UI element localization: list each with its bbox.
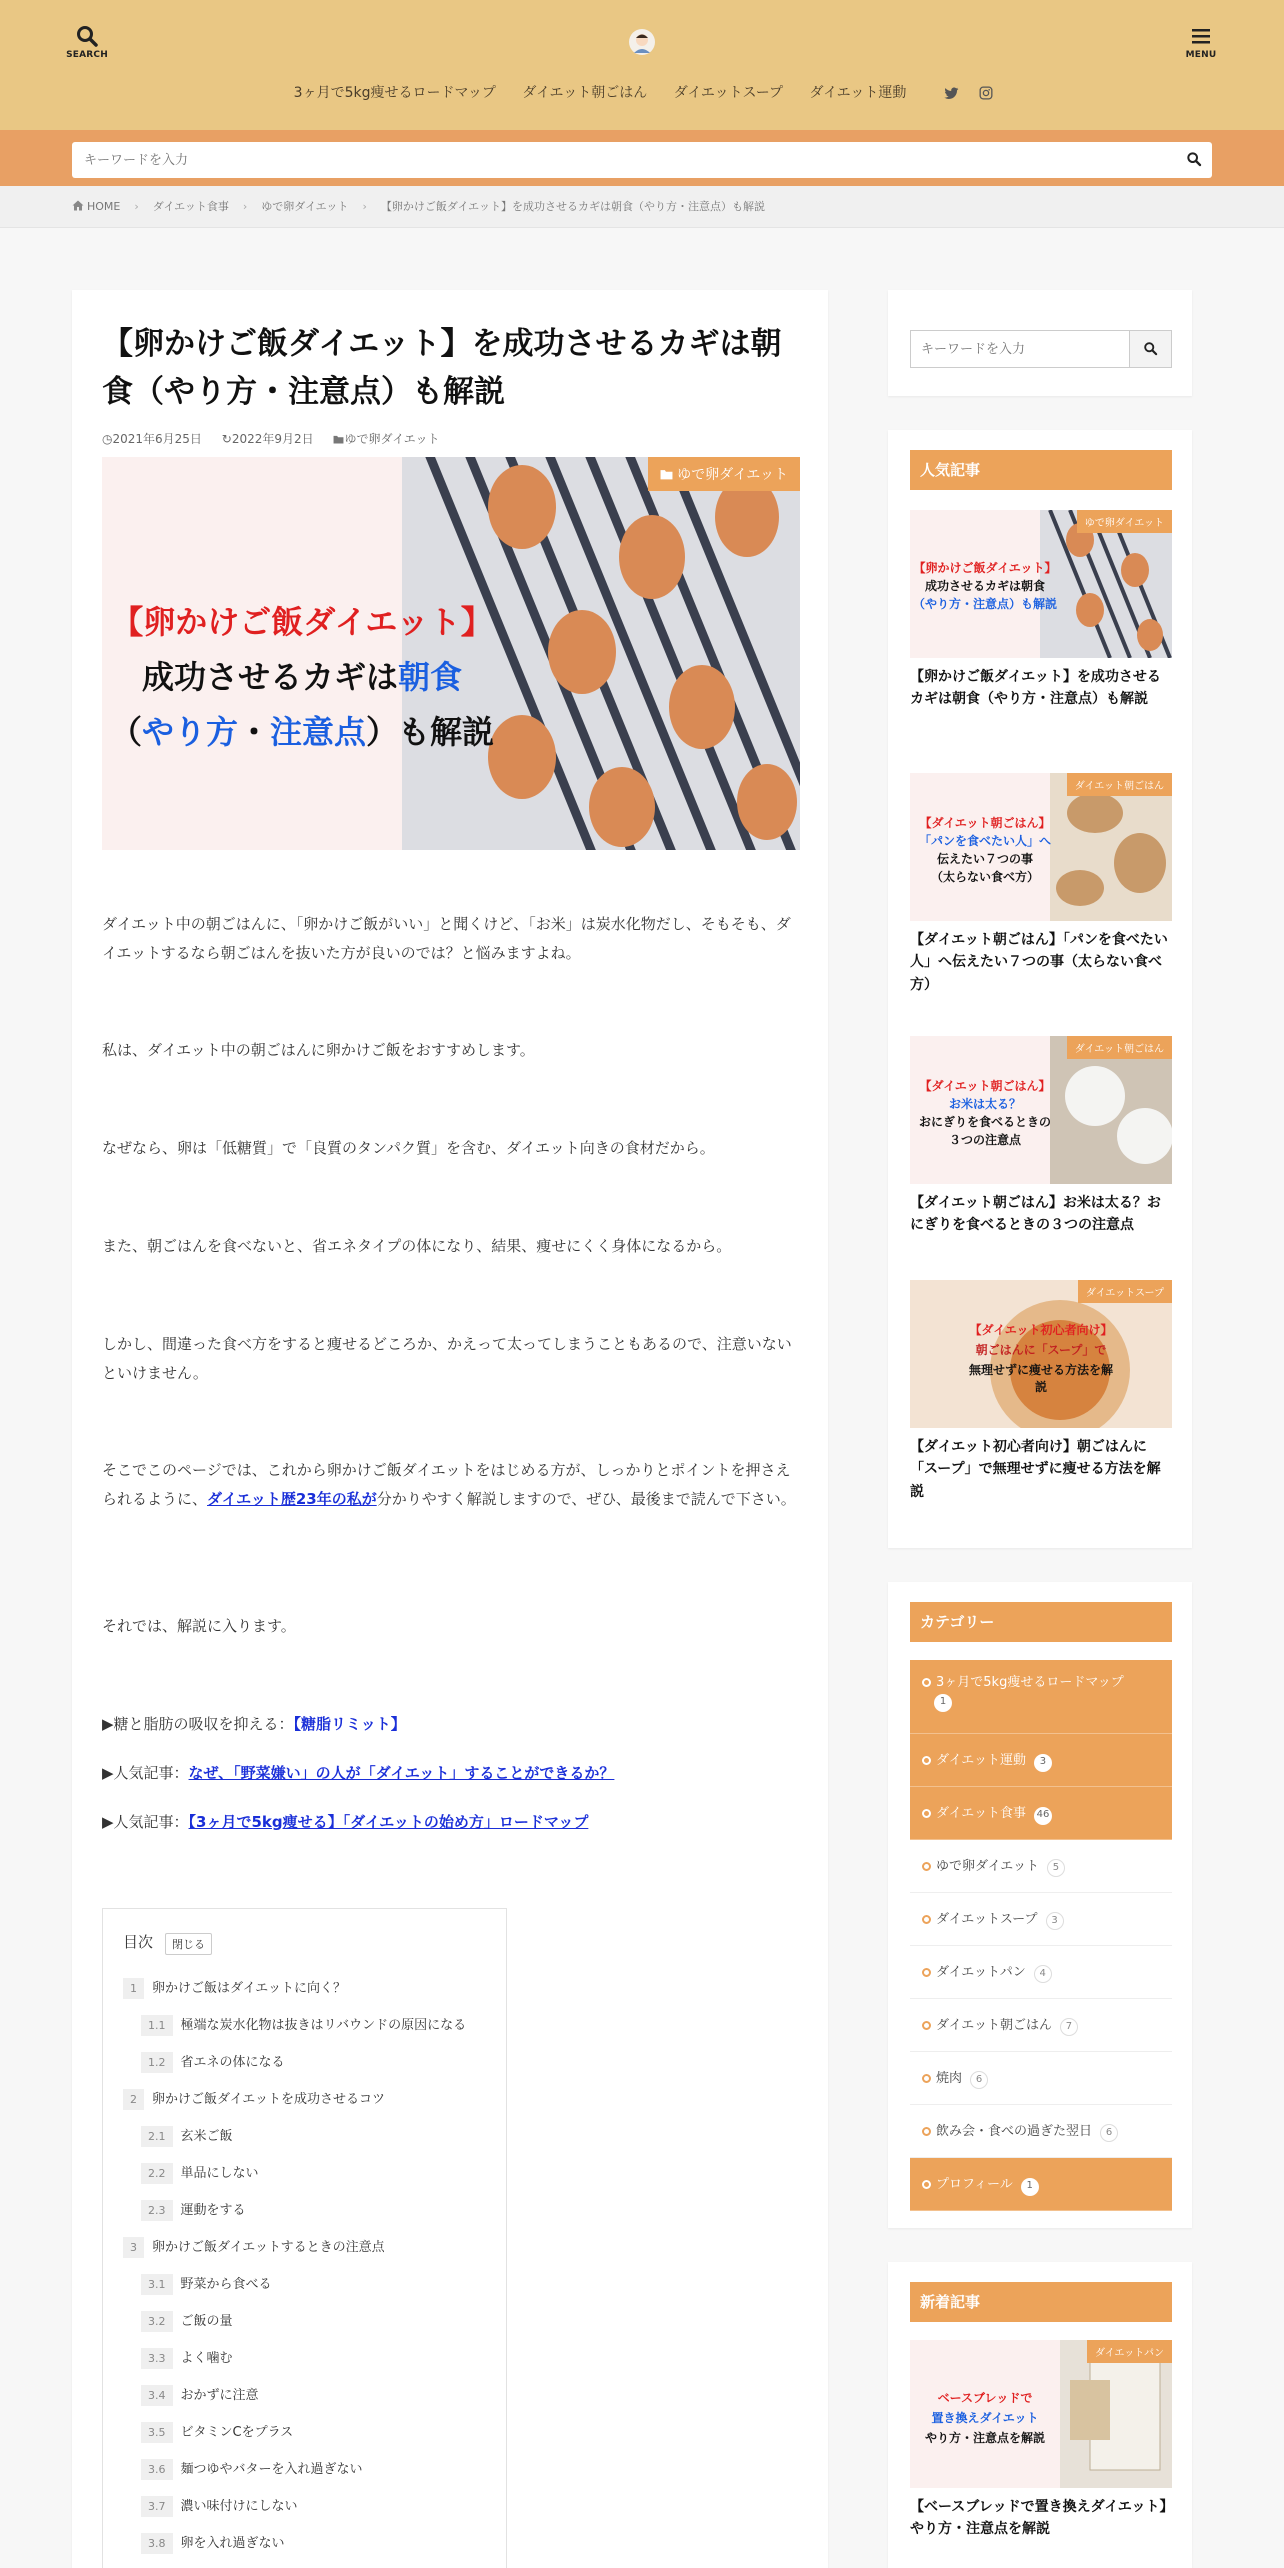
toc-label: 卵かけご飯ダイエットを成功させるコツ xyxy=(152,2092,385,2107)
category-item[interactable] xyxy=(910,2052,1172,2105)
toc-label: 野菜から食べる xyxy=(180,2277,272,2292)
category-label: ダイエットパン xyxy=(936,1965,1026,1980)
toc-item[interactable] xyxy=(123,2162,503,2199)
toc-item[interactable] xyxy=(123,2199,503,2236)
bullet-icon xyxy=(922,1968,931,1977)
nav-item-exercise[interactable]: ダイエット運動 xyxy=(809,85,907,101)
eyecatch-line3-b: やり方 xyxy=(141,713,238,751)
updated-date: ↻2022年9月2日 xyxy=(221,432,314,446)
toc-label: ビタミンCをプラス xyxy=(180,2425,294,2440)
post-thumbnail xyxy=(910,1280,1172,1428)
category-count: 4 xyxy=(1034,1965,1052,1983)
category-label: ダイエット朝ごはん xyxy=(936,2018,1052,2033)
article-paragraph: しかし、間違った食べ方をすると痩せるどころか、かえって太ってしまうこともあるので、注意いないといけません。 xyxy=(102,1335,792,1383)
category-item[interactable] xyxy=(910,1660,1172,1734)
eyecatch-line2-a: 成功させるカギは xyxy=(141,658,398,696)
thumb-text: やり方・注意点を解説 xyxy=(924,2431,1045,2445)
thumb-text: 【ダイエット初心者向け】 xyxy=(969,1323,1113,1337)
article-paragraph: また、朝ごはんを食べないと、省エネタイプの体になり、結果、痩せにくく身体になるから。 xyxy=(102,1237,732,1255)
sidebar-search-input[interactable] xyxy=(911,331,1129,367)
categories-title: カテゴリー xyxy=(910,1602,1172,1642)
bullet-icon xyxy=(922,1678,931,1687)
breadcrumb-home[interactable]: HOME xyxy=(87,200,121,213)
breadcrumb-boiled-egg[interactable]: ゆで卵ダイエット xyxy=(261,200,349,213)
toc-item[interactable] xyxy=(123,2236,503,2273)
sidebar-search-widget xyxy=(888,290,1192,396)
eyecatch-line3-a: （ xyxy=(109,713,142,751)
category-count: 3 xyxy=(1046,1912,1064,1930)
popular-post-card[interactable] xyxy=(910,773,1172,993)
search-band xyxy=(0,130,1284,186)
toc-num: 3.1 xyxy=(141,2274,173,2295)
post-title: 【卵かけご飯ダイエット】を成功させるカギは朝食（やり方・注意点）も解説 xyxy=(910,669,1161,708)
toc-label: 麺つゆやバターを入れ過ぎない xyxy=(180,2462,363,2477)
popular-posts-widget xyxy=(888,430,1192,1548)
thumb-text: ３つの注意点 xyxy=(948,1133,1021,1147)
toc-item[interactable] xyxy=(123,2532,503,2568)
eyecatch-category-text: ゆで卵ダイエット xyxy=(677,467,788,483)
toc-title: 目次 xyxy=(123,1933,154,1951)
category-label: 3ヶ月で5kg痩せるロードマップ xyxy=(936,1675,1124,1690)
toc-label: 卵かけご飯ダイエットするときの注意点 xyxy=(152,2240,385,2255)
home-icon xyxy=(72,200,84,211)
related-link-line xyxy=(102,1759,802,1788)
nav-item-breakfast[interactable]: ダイエット朝ごはん xyxy=(522,85,648,101)
thumb-text: 置き換えダイエット xyxy=(931,2411,1039,2425)
bullet-icon xyxy=(922,2127,931,2136)
toc-item[interactable] xyxy=(123,2125,503,2162)
social-links xyxy=(936,85,1001,101)
post-thumbnail xyxy=(910,773,1172,921)
category-count: 6 xyxy=(970,2071,988,2089)
related-link-roadmap[interactable]: 【3ヶ月で5kg痩せる】「ダイエットの始め方」ロードマップ xyxy=(188,1813,589,1831)
post-title: 【ダイエット初心者向け】朝ごはんに「スープ」で無理せずに痩せる方法を解説 xyxy=(910,1439,1161,1500)
toc-item[interactable] xyxy=(123,2458,503,2495)
category-item[interactable] xyxy=(910,1893,1172,1946)
updated-date-text: 2022年9月2日 xyxy=(231,432,314,446)
post-category-tag: ダイエットスープ xyxy=(1078,1280,1172,1303)
toc-list xyxy=(123,1977,503,2568)
article-title: 【卵かけご飯ダイエット】を成功させるカギは朝食（やり方・注意点）も解説 xyxy=(102,326,782,411)
profile-link[interactable]: ダイエット歴23年の私が xyxy=(207,1490,377,1509)
category-label: ダイエット運動 xyxy=(936,1753,1026,1768)
toc-item[interactable] xyxy=(123,2384,503,2421)
toc-label: 玄米ご飯 xyxy=(180,2129,233,2144)
eyecatch-line3-d: 注意点 xyxy=(270,713,367,751)
toc-label: 運動をする xyxy=(180,2203,246,2218)
toc-num: 2 xyxy=(123,2089,144,2110)
toc-num: 3.7 xyxy=(141,2496,173,2517)
thumb-text: 「パンを食べたい人」へ xyxy=(918,834,1051,848)
related-link-vegetable[interactable]: なぜ、「野菜嫌い」の人が「ダイエット」することができるか？ xyxy=(188,1764,615,1782)
toc-item[interactable] xyxy=(123,2495,503,2532)
article-paragraph: なぜなら、卵は「低糖質」で「良質のタンパク質」を含む、ダイエット向きの食材だから。 xyxy=(102,1139,715,1157)
search-caption: SEARCH xyxy=(66,50,108,60)
popular-post-card[interactable] xyxy=(910,510,1172,708)
toc-num: 3.4 xyxy=(141,2385,173,2406)
toc-label: ご飯の量 xyxy=(180,2314,233,2329)
bullet-icon xyxy=(922,1862,931,1871)
eyecatch-category-label[interactable] xyxy=(648,457,800,491)
toc-num: 1.1 xyxy=(141,2015,173,2036)
eyecatch-line3 xyxy=(102,707,502,753)
bullet-icon xyxy=(922,2074,931,2083)
toc-item[interactable] xyxy=(123,1977,503,2014)
site-header xyxy=(0,0,1284,130)
toc-num: 3.3 xyxy=(141,2348,173,2369)
hamburger-icon xyxy=(1189,24,1213,48)
bullet-icon xyxy=(922,2021,931,2030)
toc-label: おかずに注意 xyxy=(180,2388,259,2403)
thumb-text: 【ダイエット朝ごはん】 xyxy=(919,1079,1051,1093)
related-link-line xyxy=(102,1808,802,1837)
popular-post-card[interactable] xyxy=(910,1280,1172,1500)
popular-posts-title: 人気記事 xyxy=(910,450,1172,490)
bullet-icon xyxy=(922,1915,931,1924)
thumb-text: （太らない食べ方） xyxy=(930,870,1039,884)
thumb-text: 【ダイエット朝ごはん】 xyxy=(919,816,1051,830)
search-icon xyxy=(75,24,99,48)
thumb-text: 朝ごはんに「スープ」で xyxy=(975,1343,1107,1357)
nav-item-soup[interactable]: ダイエットスープ xyxy=(673,85,784,101)
toc-label: 卵かけご飯はダイエットに向く？ xyxy=(152,1981,346,1996)
toc-label: 極端な炭水化物は抜きはリバウンドの原因になる xyxy=(180,2018,467,2033)
post-thumbnail xyxy=(910,1036,1172,1184)
related-link-line xyxy=(102,1710,802,1739)
menu-caption: MENU xyxy=(1185,50,1217,60)
breadcrumb xyxy=(0,186,1284,228)
article-paragraph xyxy=(102,1456,802,1515)
toc-num: 1 xyxy=(123,1978,144,1999)
paragraph-text: 分かりやすく解説しますので、ぜひ、最後まで読んで下さい。 xyxy=(376,1490,796,1509)
new-posts-title: 新着記事 xyxy=(910,2282,1172,2322)
article-main xyxy=(72,290,828,2568)
thumb-text: 【卵かけご飯ダイエット】 xyxy=(913,561,1057,575)
post-category-tag: ゆで卵ダイエット xyxy=(1077,510,1172,533)
categories-widget xyxy=(888,1582,1192,2228)
chevron-right-icon: › xyxy=(362,200,367,213)
top-search-input[interactable] xyxy=(72,142,1162,178)
sidebar-search-button[interactable] xyxy=(1129,331,1171,367)
meta-category-text: ゆで卵ダイエット xyxy=(344,432,440,446)
toc-num: 3.2 xyxy=(141,2311,173,2332)
search-submit-icon[interactable] xyxy=(1186,151,1202,167)
new-posts-widget xyxy=(888,2262,1192,2568)
eyecatch-line2-b: 朝食 xyxy=(398,658,463,696)
thumb-text: お米は太る？ xyxy=(948,1097,1021,1111)
bullet-icon xyxy=(922,2180,931,2189)
published-date: ◷2021年6月25日 xyxy=(102,432,202,446)
post-title: 【ベースブレッドで置き換えダイエット】やり方・注意点を解説 xyxy=(910,2499,1167,2538)
toc-label: 省エネの体になる xyxy=(180,2055,285,2070)
category-list xyxy=(910,1660,1172,2211)
toc-item[interactable] xyxy=(123,2273,503,2310)
post-category-tag: ダイエットパン xyxy=(1087,2340,1172,2363)
post-category-tag: ダイエット朝ごはん xyxy=(1067,773,1172,796)
eyecatch-image xyxy=(102,457,800,850)
category-count: 7 xyxy=(1060,2018,1078,2036)
toc-close-button[interactable]: 閉じる xyxy=(165,1933,212,1955)
eyecatch-line1: 【卵かけご飯ダイエット】 xyxy=(111,603,493,641)
post-thumbnail xyxy=(910,2340,1172,2488)
toc-num: 3.6 xyxy=(141,2459,173,2480)
bullet-icon xyxy=(922,1756,931,1765)
toc-item[interactable] xyxy=(123,2421,503,2458)
top-search-form xyxy=(72,142,1212,178)
category-count: 6 xyxy=(1100,2124,1118,2142)
post-title: 【ダイエット朝ごはん】お米は太る？おにぎりを食べるときの３つの注意点 xyxy=(910,1195,1161,1234)
table-of-contents xyxy=(102,1908,507,2568)
chevron-right-icon: › xyxy=(242,200,248,213)
post-title: 【ダイエット朝ごはん】「パンを食べたい人」へ伝えたい７つの事（太らない食べ方） xyxy=(910,932,1168,993)
toc-item[interactable] xyxy=(123,2088,503,2125)
sidebar-search-form xyxy=(910,330,1172,368)
toc-label: 卵を入れ過ぎない xyxy=(180,2536,285,2551)
category-item[interactable] xyxy=(910,2105,1172,2158)
category-item[interactable] xyxy=(910,1946,1172,1999)
category-count: 1 xyxy=(1021,2178,1039,2196)
related-link-toushi-limit[interactable]: 【糖脂リミット】 xyxy=(293,1715,406,1733)
toc-label: 濃い味付けにしない xyxy=(180,2499,298,2514)
toc-label: 単品にしない xyxy=(180,2166,259,2181)
toc-item[interactable] xyxy=(123,2310,503,2347)
category-item[interactable] xyxy=(910,1840,1172,1893)
category-label: プロフィール xyxy=(936,2177,1013,2192)
category-label: ダイエットスープ xyxy=(936,1912,1038,1927)
category-count: 5 xyxy=(1047,1859,1065,1877)
toc-label: よく噛む xyxy=(180,2351,233,2366)
header-menu-button[interactable] xyxy=(1176,24,1226,60)
thumb-text: （やり方・注意点）も解説 xyxy=(912,597,1057,611)
eyecatch-line2 xyxy=(102,652,502,698)
toc-item[interactable] xyxy=(123,2347,503,2384)
toc-num: 2.3 xyxy=(141,2200,173,2221)
header-search-button[interactable] xyxy=(62,24,112,60)
category-item[interactable] xyxy=(910,1999,1172,2052)
chevron-right-icon: › xyxy=(134,200,139,213)
toc-num: 2.2 xyxy=(141,2163,173,2184)
toc-num: 3 xyxy=(123,2237,144,2258)
eyecatch-line3-e: ）も解説 xyxy=(366,713,495,751)
global-nav xyxy=(0,82,1284,102)
category-item[interactable] xyxy=(910,1734,1172,1787)
folder-icon xyxy=(660,469,673,480)
eyecatch-line3-c: ・ xyxy=(237,713,270,751)
site-logo-avatar[interactable] xyxy=(628,28,656,56)
folder-icon xyxy=(333,435,344,444)
category-label: 焼肉 xyxy=(936,2071,963,2086)
nav-item-roadmap[interactable]: 3ヶ月で5kg痩せるロードマップ xyxy=(293,85,496,101)
toc-num: 3.8 xyxy=(141,2533,173,2554)
article-paragraph: ダイエット中の朝ごはんに、「卵かけご飯がいい」と聞くけど、「お米」は炭水化物だし、そもそも、ダイエットするなら朝ごはんを抜いた方が良いのでは？と悩みますよね。 xyxy=(102,915,791,963)
thumb-text: 伝えたい７つの事 xyxy=(936,852,1033,866)
thumb-text: 無理せずに痩せる方法を解説 xyxy=(968,1363,1113,1395)
paragraph-text: そこでこのページでは、これから卵かけご飯ダイエットをはじめる方が、しっかりとポイントを押さえられるように、 xyxy=(102,1461,791,1509)
category-label: ダイエット食事 xyxy=(936,1806,1026,1821)
toc-item[interactable] xyxy=(123,2051,503,2088)
new-post-card[interactable] xyxy=(910,2340,1172,2538)
category-count: 3 xyxy=(1034,1754,1052,1772)
thumb-text: ベースブレッドで xyxy=(937,2391,1033,2405)
toc-item[interactable] xyxy=(123,2014,503,2051)
breadcrumb-diet-food[interactable]: ダイエット食事 xyxy=(152,200,229,213)
toc-num: 3.5 xyxy=(141,2422,173,2443)
category-label: ゆで卵ダイエット xyxy=(936,1859,1039,1874)
published-date-text: 2021年6月25日 xyxy=(112,432,202,446)
toc-num: 2.1 xyxy=(141,2126,173,2147)
instagram-icon[interactable] xyxy=(979,86,993,100)
category-label: 飲み会・食べの過ぎた翌日 xyxy=(936,2124,1093,2139)
thumb-text: 成功させるカギは朝食 xyxy=(924,579,1045,593)
meta-category-link[interactable] xyxy=(333,432,447,446)
toc-num: 1.2 xyxy=(141,2052,173,2073)
bullet-icon xyxy=(922,1809,931,1818)
link-prefix: ▶糖と脂肪の吸収を抑える： xyxy=(102,1715,294,1733)
category-count: 1 xyxy=(934,1694,952,1712)
link-prefix: ▶人気記事： xyxy=(102,1764,189,1782)
breadcrumb-current: 【卵かけご飯ダイエット】を成功させるカギは朝食（やり方・注意点）も解説 xyxy=(380,200,765,213)
article-paragraph: 私は、ダイエット中の朝ごはんに卵かけご飯をおすすめします。 xyxy=(102,1041,535,1059)
link-prefix: ▶人気記事： xyxy=(102,1813,189,1831)
category-item[interactable] xyxy=(910,2158,1172,2211)
popular-post-card[interactable] xyxy=(910,1036,1172,1234)
article-meta xyxy=(102,430,448,447)
category-item[interactable] xyxy=(910,1787,1172,1840)
twitter-icon[interactable] xyxy=(944,87,959,100)
category-count: 46 xyxy=(1034,1807,1052,1825)
article-paragraph: それでは、解説に入ります。 xyxy=(102,1617,296,1635)
post-category-tag: ダイエット朝ごはん xyxy=(1067,1036,1172,1059)
thumb-text: おにぎりを食べるときの xyxy=(918,1115,1051,1129)
search-icon xyxy=(1143,341,1158,356)
post-thumbnail xyxy=(910,510,1172,658)
